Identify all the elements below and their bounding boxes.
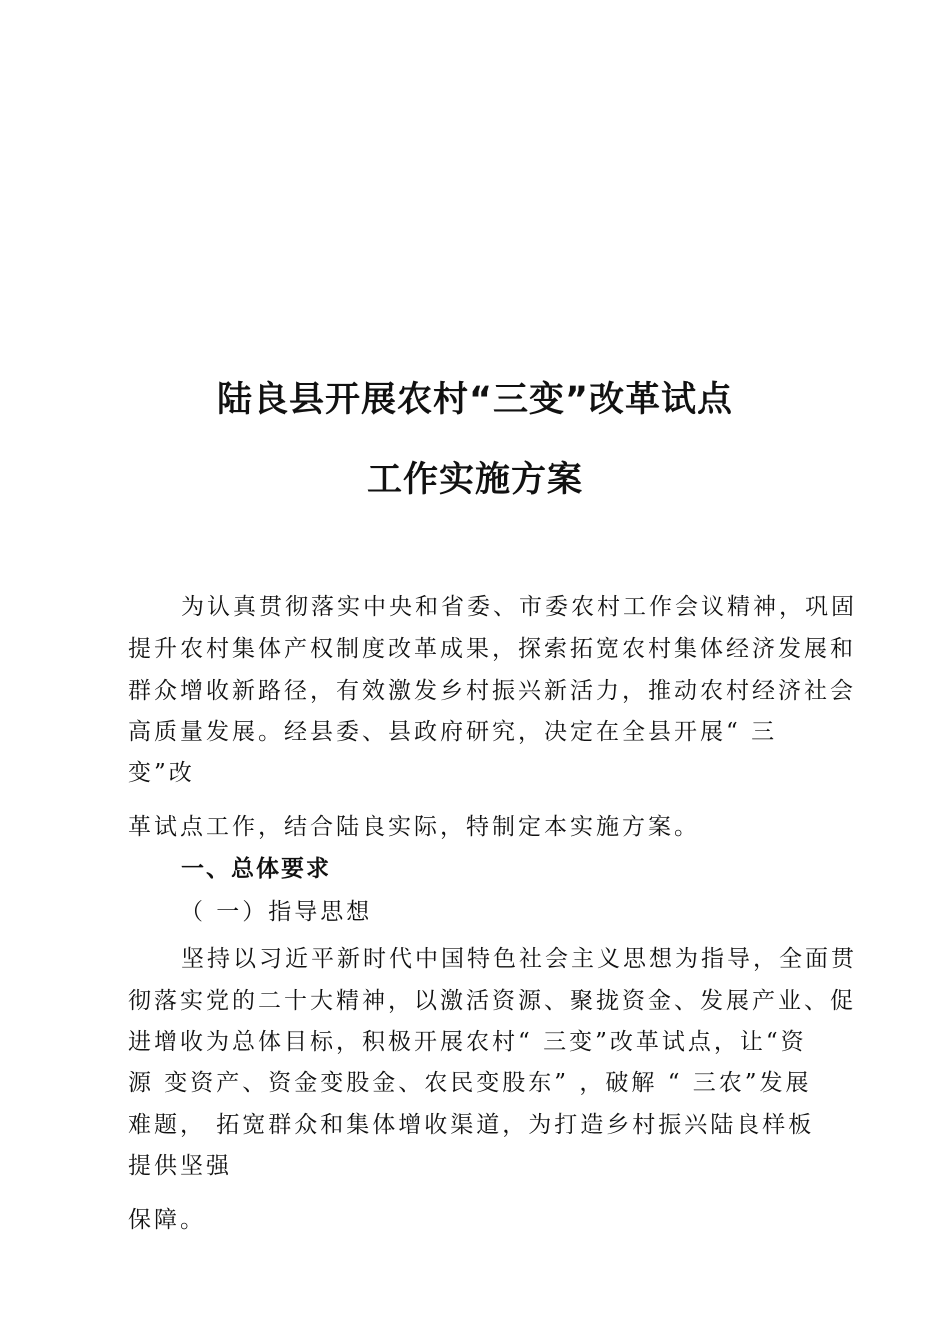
intro-line-6: 革试点工作，结合陆良实际，特制定本实施方案。 [128, 814, 700, 840]
section-1-heading: 一、总体要求 [181, 856, 331, 882]
guiding-line-4: 源 变资产、资金变股金、农民变股东” ，破解 “ 三农”发展 [128, 1070, 812, 1096]
intro-line-4: 高质量发展。经县委、县政府研究，决定在全县开展“ 三 [128, 719, 778, 745]
guiding-line-6: 提供坚强 [128, 1153, 232, 1179]
guiding-line-3: 进增收为总体目标，积极开展农村“ 三变”改革试点，让“资 [128, 1029, 807, 1055]
guiding-line-2: 彻落实党的二十大精神，以激活资源、聚拢资金、发展产业、促 [128, 988, 856, 1014]
guiding-line-5: 难题， 拓宽群众和集体增收渠道，为打造乡村振兴陆良样板 [128, 1112, 815, 1138]
intro-line-3: 群众增收新路径，有效激发乡村振兴新活力，推动农村经济社会 [128, 678, 856, 704]
intro-line-1: 为认真贯彻落实中央和省委、市委农村工作会议精神，巩固 [181, 594, 857, 620]
guiding-line-7: 保障。 [128, 1207, 206, 1233]
subsection-1-heading: （ 一）指导思想 [180, 899, 373, 925]
intro-line-5: 变”改 [128, 760, 195, 786]
document-title-line-1: 陆良县开展农村“三变”改革试点 [216, 380, 733, 420]
document-title-line-2: 工作实施方案 [366, 460, 583, 500]
intro-line-2: 提升农村集体产权制度改革成果，探索拓宽农村集体经济发展和 [128, 636, 856, 662]
guiding-line-1: 坚持以习近平新时代中国特色社会主义思想为指导，全面贯 [181, 946, 857, 972]
